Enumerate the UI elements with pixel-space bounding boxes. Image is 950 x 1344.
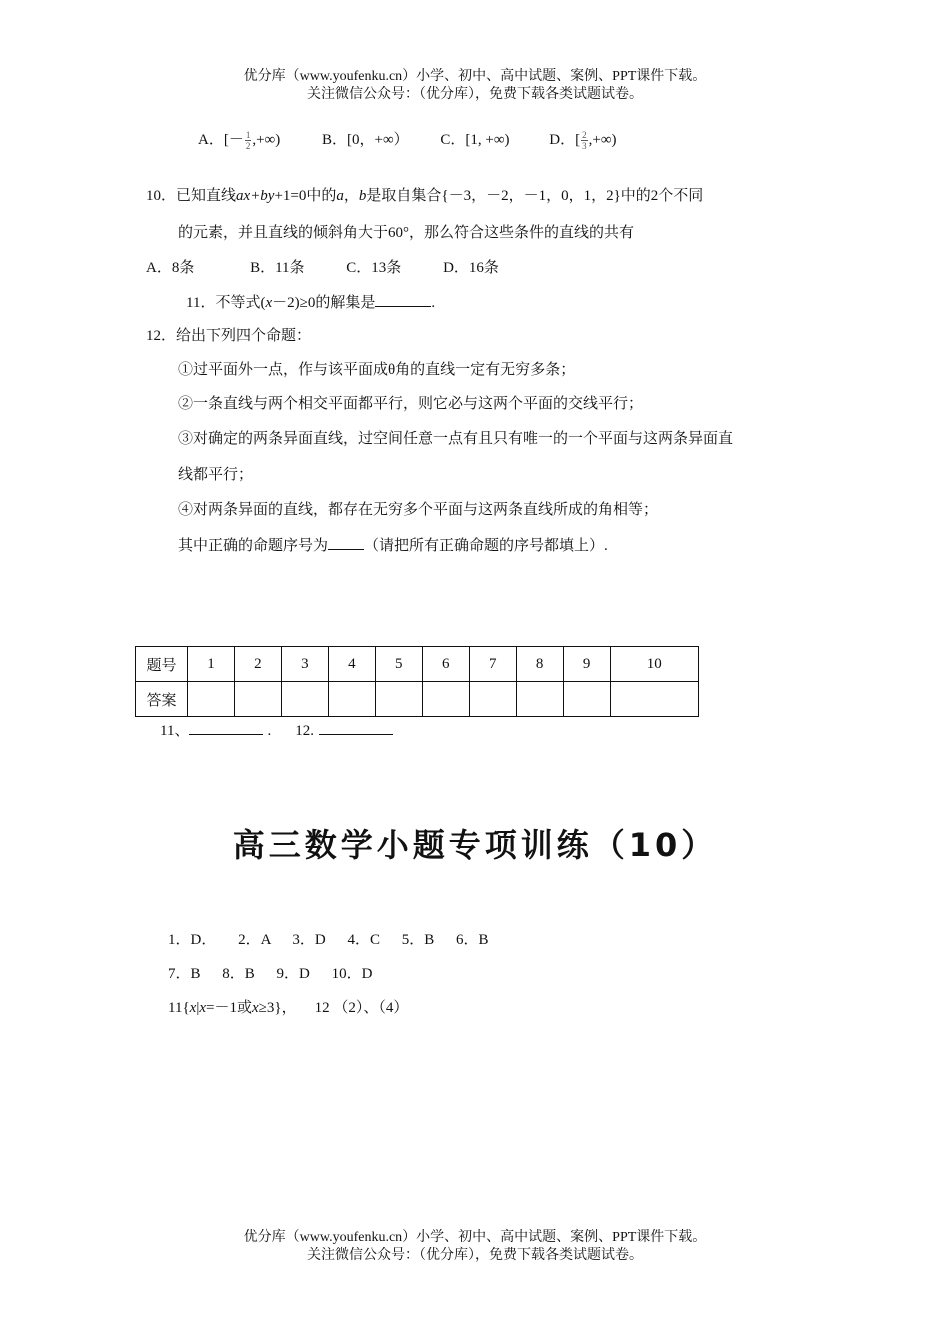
q9-option-b: B．[0，+∞） <box>321 132 409 148</box>
answer-11-b: =－1或 <box>206 1000 252 1016</box>
q10-text-b: +1=0中的 <box>274 188 337 204</box>
header-line-2: 关注微信公众号：（优分库），免费下载各类试题试卷。 <box>307 87 643 102</box>
answer-item: 6．B <box>455 932 489 948</box>
q12-title: 12．给出下列四个命题： <box>146 328 312 344</box>
answer-table-number: 3 <box>281 647 328 682</box>
q9-option-a-prefix: A．[－ <box>198 132 244 148</box>
fill-line-label-11: 11、 <box>160 723 190 739</box>
fill-blank-12[interactable] <box>319 720 393 735</box>
answer-cell[interactable] <box>375 682 422 717</box>
q11-prefix: 11．不等式( <box>186 295 266 311</box>
answer-table-number: 1 <box>188 647 235 682</box>
q10-comma: ， <box>343 188 359 204</box>
header-line-1: 优分库（www.youfenku.cn）小学、初中、高中试题、案例、PPT课件下载。 <box>243 69 707 84</box>
answer-cell[interactable] <box>281 682 328 717</box>
answer-11-var: x <box>189 1000 197 1016</box>
q9-option-d-fraction <box>581 130 588 151</box>
answer-table-number: 9 <box>563 647 610 682</box>
answer-table-number: 10 <box>610 647 698 682</box>
fraction-denominator: 3 <box>582 141 587 152</box>
q10-var-a: a <box>336 188 344 204</box>
answer-table <box>135 646 699 717</box>
q10-option-b: B．11条 <box>250 260 305 276</box>
answer-item: 5．B <box>401 932 435 948</box>
answer-item: 3．D <box>292 932 326 948</box>
fill-line <box>160 720 393 741</box>
q9-option-c: C．[1, +∞) <box>440 132 510 148</box>
answer-item: 2．A <box>238 932 271 948</box>
answer-11-a: 11{ <box>168 1000 190 1016</box>
answer-12: 12 （2）、（4） <box>314 1000 409 1016</box>
q9-option-d-prefix: D．[ <box>549 132 581 148</box>
fraction-numerator: 2 <box>582 130 587 141</box>
q10-option-a: A．8条 <box>146 260 195 276</box>
q10-number: 10． <box>146 188 177 204</box>
fill-line-period: . <box>267 723 272 739</box>
q12-conclusion-b: （请把所有正确命题的序号都填上）. <box>364 538 608 554</box>
q12-blank[interactable] <box>328 535 364 550</box>
q10-options <box>146 258 499 278</box>
q10-expression: ax+by <box>236 188 275 204</box>
answer-table-label-number: 题号 <box>136 647 188 682</box>
fraction-denominator: 2 <box>245 141 251 152</box>
answer-table-number: 4 <box>328 647 375 682</box>
fill-line-label-12: 12. <box>295 723 314 739</box>
q9-option-a-fraction <box>245 130 252 151</box>
q12-conclusion-a: 其中正确的命题序号为 <box>178 538 329 554</box>
answer-table-number: 8 <box>516 647 563 682</box>
q12-item-3: ③对确定的两条异面直线，过空间任意一点有且只有唯一的一个平面与这两条异面直 <box>178 431 734 447</box>
footer-line-2: 关注微信公众号：（优分库），免费下载各类试题试卷。 <box>307 1248 643 1263</box>
q9-option-d <box>549 130 616 151</box>
answer-11-var: x <box>199 1000 207 1016</box>
answer-cell[interactable] <box>188 682 235 717</box>
fill-blank-11[interactable] <box>189 720 263 735</box>
answer-11-var: x <box>251 1000 259 1016</box>
answer-table-row-numbers <box>136 647 699 682</box>
answer-cell[interactable] <box>563 682 610 717</box>
answer-11-c: ≥3}， <box>258 1000 297 1016</box>
answer-11-bar: | <box>196 1000 200 1016</box>
answer-item: 10．D <box>331 966 373 982</box>
q10-text-a: 已知直线 <box>176 188 237 204</box>
answer-item: 7．B <box>168 966 201 982</box>
footer-line-1: 优分库（www.youfenku.cn）小学、初中、高中试题、案例、PPT课件下载。 <box>243 1230 707 1245</box>
answers-row-1 <box>168 930 489 950</box>
q12-item-3-cont: 线都平行； <box>178 467 254 483</box>
answer-item: 8．B <box>222 966 255 982</box>
answer-item: 4．C <box>347 932 380 948</box>
answer-table-number: 2 <box>234 647 281 682</box>
q10-line-1 <box>146 186 703 206</box>
q9-options <box>198 130 617 151</box>
q12-conclusion <box>178 535 608 556</box>
answer-table-number: 6 <box>422 647 469 682</box>
q10-option-d: D．16条 <box>443 260 499 276</box>
answer-item: 1．D． <box>168 932 217 948</box>
answer-item: 9．D <box>276 966 310 982</box>
q11-blank[interactable] <box>375 292 431 307</box>
answer-cell[interactable] <box>328 682 375 717</box>
section-title: 高三数学小题专项训练（10） <box>232 826 718 864</box>
q9-option-d-suffix: ,+∞) <box>588 132 617 148</box>
answers-row-2 <box>168 964 372 984</box>
answer-cell[interactable] <box>234 682 281 717</box>
q9-option-a <box>198 130 280 151</box>
q9-option-a-suffix: ,+∞) <box>252 132 281 148</box>
q12-item-1: ①过平面外一点，作与该平面成θ角的直线一定有无穷多条； <box>178 362 576 378</box>
answer-cell[interactable] <box>610 682 698 717</box>
q10-text-c: 是取自集合{－3，－2，－1，0，1，2}中的2个不同 <box>366 188 704 204</box>
q10-var-b: b <box>358 188 367 204</box>
answer-cell[interactable] <box>469 682 516 717</box>
fraction-numerator: 1 <box>245 130 251 141</box>
answer-cell[interactable] <box>422 682 469 717</box>
q12-item-2: ②一条直线与两个相交平面都平行，则它必与这两个平面的交线平行； <box>178 396 644 412</box>
answer-table-number: 5 <box>375 647 422 682</box>
answers-row-3 <box>168 998 408 1018</box>
q12-item-4: ④对两条异面的直线，都存在无穷多个平面与这两条直线所成的角相等； <box>178 502 659 518</box>
answer-cell[interactable] <box>516 682 563 717</box>
q11-line <box>186 292 435 313</box>
answer-table-number: 7 <box>469 647 516 682</box>
answer-table-label-answer: 答案 <box>136 682 188 717</box>
q11-middle: －2)≥0的解集是 <box>272 295 376 311</box>
q11-var-x: x <box>265 295 273 311</box>
q11-suffix: . <box>431 295 436 311</box>
answer-table-row-answers <box>136 682 699 717</box>
q10-line-2: 的元素，并且直线的倾斜角大于60°，那么符合这些条件的直线的共有 <box>178 225 635 241</box>
q10-option-c: C．13条 <box>346 260 402 276</box>
